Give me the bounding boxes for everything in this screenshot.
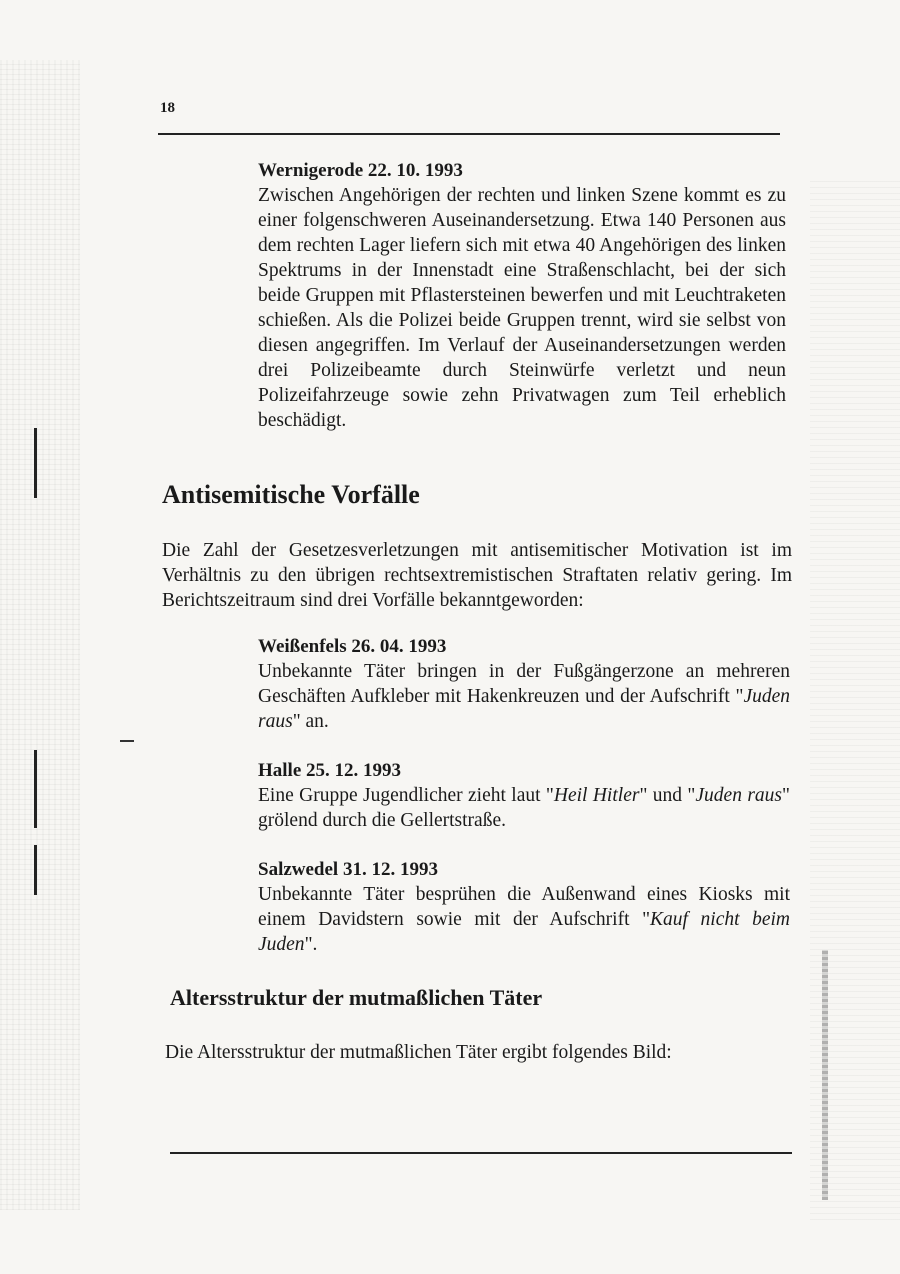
section-heading-antisemitisch: Antisemitische Vorfälle bbox=[162, 480, 420, 509]
entry-title: Weißenfels 26. 04. 1993 bbox=[258, 636, 447, 657]
margin-tick bbox=[120, 740, 134, 742]
margin-mark bbox=[34, 428, 37, 498]
entry-body: Zwischen Angehörigen der rechten und linken Szene kommt es zu einer folgenschweren Auseinandersetzung. Etwa 140 Personen aus dem rechten Lager liefern sich mit etwa 40 Angehörigen des linken Spektrums in der Innenstadt eine Straßenschlacht, bei der sich beide Gruppen mit Pflastersteinen bewerfen und mit Leuchtraketen schießen. Als die Polizei beide Gruppen trennt, wird sie selbst von diesen angegriffen. Im Verlauf der Auseinandersetzungen werden drei Polizeibeamte durch Steinwürfe verletzt und neun Polizeifahrzeuge sowie zehn Privatwagen zum Teil erheblich beschädigt. bbox=[258, 185, 786, 431]
header-rule bbox=[158, 133, 780, 135]
entry-body: Unbekannte Täter bringen in der Fußgängerzone an mehreren Geschäften Aufkleber mit Hakenkreuzen und der Aufschrift "Juden raus" an. bbox=[258, 661, 790, 732]
section-intro-antisemitisch: Die Zahl der Gesetzesverletzungen mit antisemitischer Motivation ist im Verhältnis zu den übrigen rechtsextremistischen Straftaten relativ gering. Im Berichtszeitraum sind drei Vorfälle bekanntgeworden: bbox=[162, 540, 792, 611]
quoted-slogan: Heil Hitler bbox=[553, 785, 640, 806]
entry-body: Eine Gruppe Jugendlicher zieht laut "Heil Hitler" und "Juden raus" grölend durch die Gellertstraße. bbox=[258, 785, 790, 831]
entry-title: Halle 25. 12. 1993 bbox=[258, 760, 402, 781]
entry-body: Unbekannte Täter besprühen die Außenwand eines Kiosks mit einem Davidstern sowie mit der Aufschrift "Kauf nicht beim Juden". bbox=[258, 884, 790, 955]
scan-edge-mark bbox=[822, 950, 828, 1200]
section-intro-altersstruktur: Die Altersstruktur der mutmaßlichen Täter ergibt folgendes Bild: bbox=[165, 1042, 672, 1063]
section-heading-altersstruktur: Altersstruktur der mutmaßlichen Täter bbox=[170, 985, 543, 1010]
entry-weissenfels bbox=[258, 634, 790, 734]
quoted-slogan: Juden raus bbox=[695, 785, 783, 806]
margin-mark bbox=[34, 750, 37, 828]
scan-edge-left bbox=[0, 60, 80, 1210]
entry-title: Wernigerode 22. 10. 1993 bbox=[258, 160, 463, 181]
quoted-slogan: Kauf nicht beim Juden bbox=[258, 909, 790, 955]
page-number: 18 bbox=[160, 100, 175, 116]
quoted-slogan: Juden raus bbox=[258, 686, 790, 732]
entry-wernigerode bbox=[258, 158, 786, 433]
footer-rule bbox=[170, 1152, 792, 1154]
entry-salzwedel bbox=[258, 857, 790, 957]
entry-halle bbox=[258, 758, 790, 833]
entry-title: Salzwedel 31. 12. 1993 bbox=[258, 859, 438, 880]
margin-mark bbox=[34, 845, 37, 895]
